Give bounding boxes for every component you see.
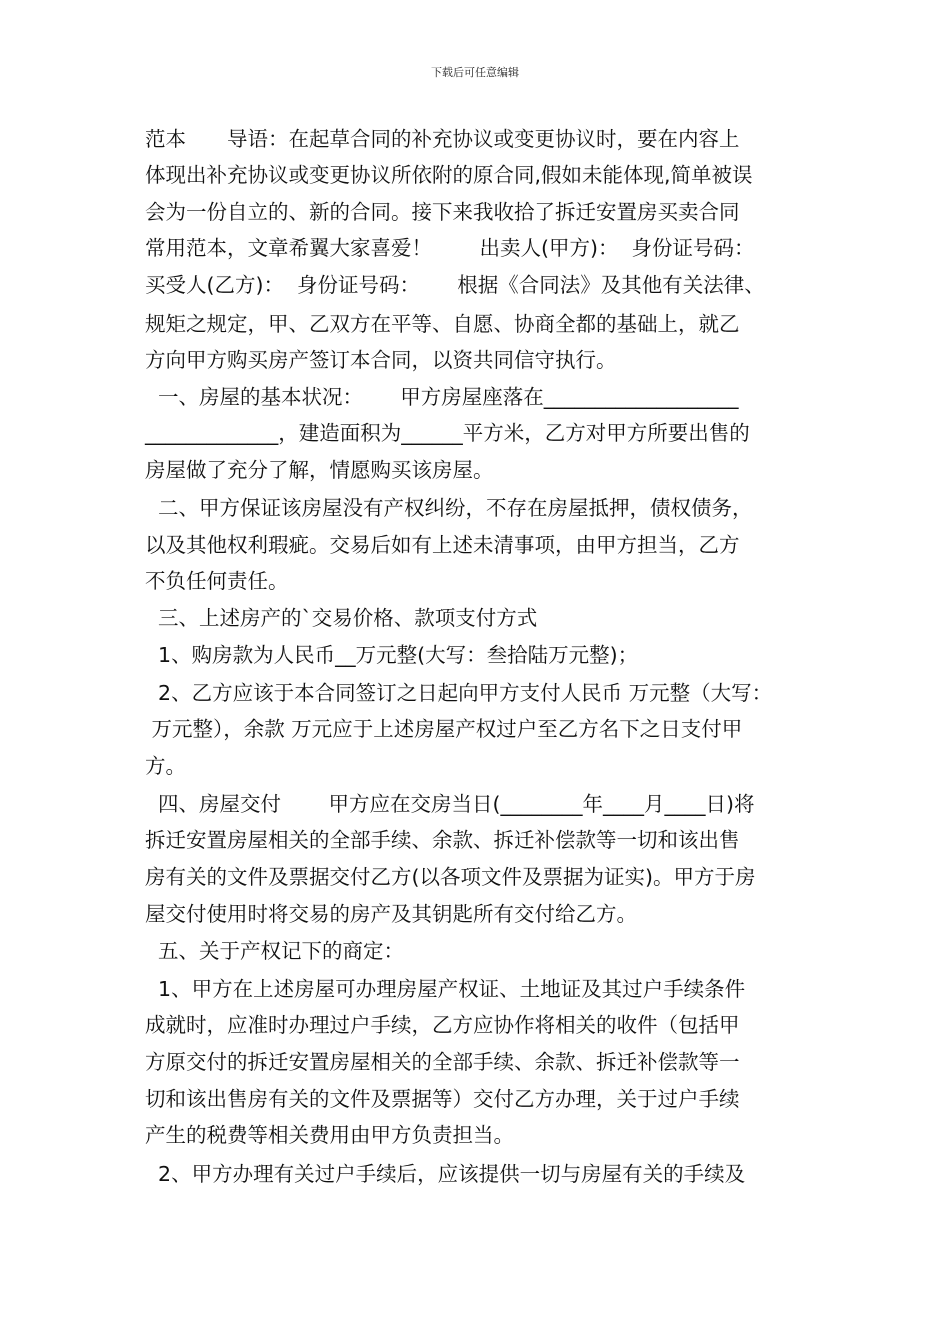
text-line: 买受人(乙方)： 身份证号码： 根据《合同法》及其他有关法律、 [145,273,765,297]
text-line: 屋交付使用时将交易的房产及其钥匙所有交付给乙方。 [145,902,637,926]
text-line: 方原交付的拆迁安置房屋相关的全部手续、余款、拆迁补偿款等一 [145,1050,740,1074]
text-line: 三、上述房产的`交易价格、款项支付方式 [145,606,538,630]
text-line: _____________，建造面积为______平方米，乙方对甲方所要出售的 [145,421,750,445]
text-line: 规矩之规定，甲、乙双方在平等、自愿、协商全都的基础上，就乙 [145,312,740,336]
text-line: 会为一份自立的、新的合同。接下来我收拾了拆迁安置房买卖合同 [145,200,740,224]
text-line: 房有关的文件及票据交付乙方(以各项文件及票据为证实)。甲方于房 [145,865,756,889]
page-header: 下载后可任意编辑 [431,66,519,79]
text-line: 方向甲方购买房产签订本合同，以资共同信守执行。 [145,348,617,372]
text-line: 1、购房款为人民币__万元整(大写：叁拾陆万元整)； [145,643,639,667]
text-line: 五、关于产权记下的商定： [145,939,405,963]
text-line: 以及其他权利瑕疵。交易后如有上述未清事项，由甲方担当，乙方 [145,533,740,557]
text-line: 体现出补充协议或变更协议所依附的原合同,假如未能体现,简单被误 [145,163,753,187]
text-line: 产生的税费等相关费用由甲方负责担当。 [145,1123,514,1147]
text-line: 一、房屋的基本状况： 甲方房屋座落在___________________ [145,385,739,409]
text-line: 切和该出售房有关的文件及票据等）交付乙方办理，关于过户手续 [145,1087,740,1111]
text-line: 方。 [145,754,186,778]
text-line: 二、甲方保证该房屋没有产权纠纷，不存在房屋抵押，债权债务， [145,496,753,520]
text-line: 常用范本，文章希翼大家喜爱！ 出卖人(甲方)： 身份证号码： [145,236,755,260]
text-line: 成就时，应准时办理过户手续，乙方应协作将相关的收件（包括甲 [145,1013,740,1037]
text-line: 1、甲方在上述房屋可办理房屋产权证、土地证及其过户手续条件 [145,977,746,1001]
text-line: 不负任何责任。 [145,569,289,593]
text-line: 四、房屋交付 甲方应在交房当日(________年____月____日)将 [145,792,755,816]
text-line: 2、甲方办理有关过户手续后，应该提供一切与房屋有关的手续及 [145,1162,746,1186]
text-line: 万元整），余款 万元应于上述房屋产权过户至乙方名下之日支付甲 [145,717,743,741]
text-line: 范本 导语：在起草合同的补充协议或变更协议时，要在内容上 [145,127,740,151]
text-line: 房屋做了充分了解，情愿购买该房屋。 [145,458,494,482]
text-line: 2、乙方应该于本合同签订之日起向甲方支付人民币 万元整（大写： [145,681,773,705]
text-line: 拆迁安置房屋相关的全部手续、余款、拆迁补偿款等一切和该出售 [145,828,740,852]
